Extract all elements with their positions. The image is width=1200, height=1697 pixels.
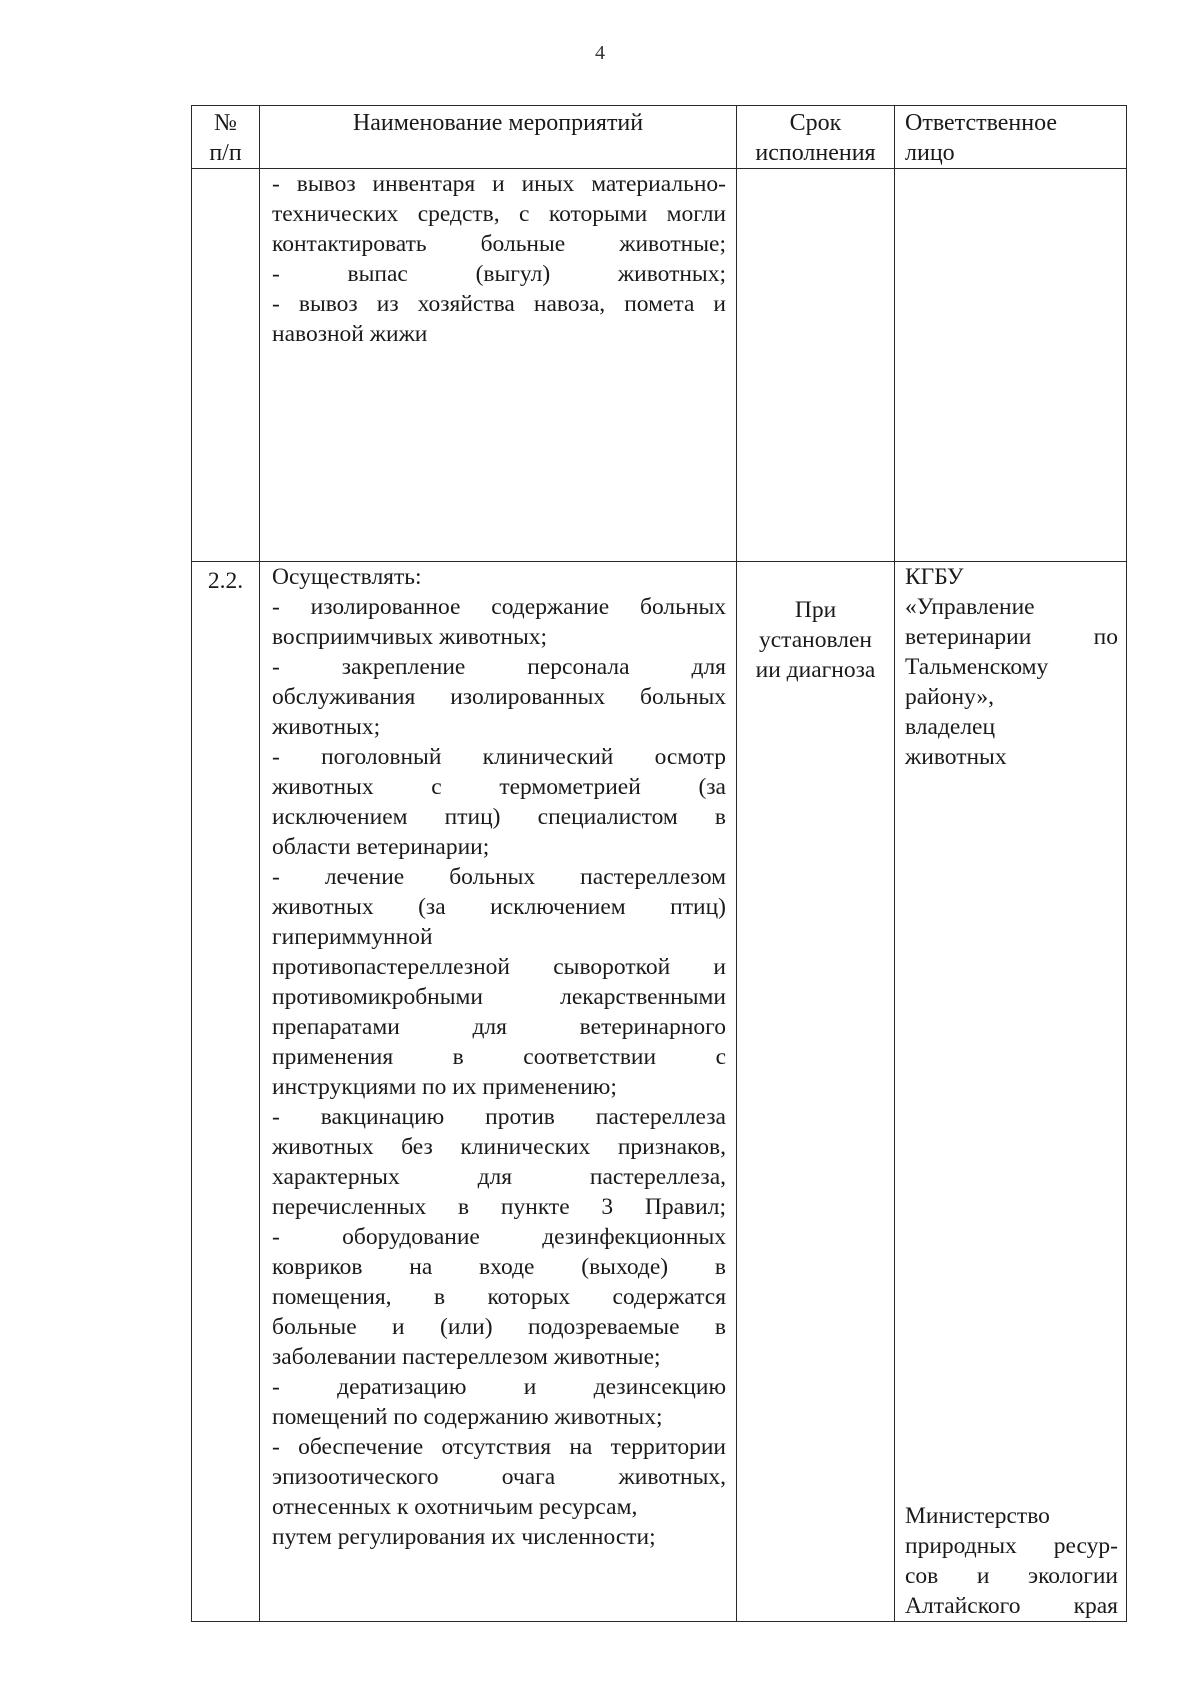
- row-number-cell: [192, 562, 260, 1622]
- measure-line: восприимчивых животных;: [272, 624, 548, 650]
- measure-line: навозной жижи: [272, 321, 428, 347]
- measure-text: [260, 169, 736, 349]
- measure-line: заболевании пастереллезом животные;: [272, 1344, 661, 1370]
- term-cell: [737, 169, 895, 562]
- measures-table: [191, 105, 1127, 1622]
- measure-line: - оборудование дезинфекционных: [272, 1224, 726, 1250]
- measure-line: - обеспечение отсутствия на территории: [272, 1434, 726, 1460]
- measure-line: противопастереллезной сывороткой и: [272, 954, 726, 980]
- responsible-primary: [905, 562, 1118, 772]
- measure-line: - выпас (выгул) животных;: [272, 261, 726, 287]
- responsible-line: владелец: [905, 714, 996, 740]
- header-name-label: Наименование мероприятий: [352, 110, 644, 136]
- measure-line: технических средств, с которыми могли: [272, 201, 726, 227]
- measure-line: животных (за исключением птиц): [272, 894, 726, 920]
- measure-line: помещений по содержанию животных;: [272, 1404, 663, 1430]
- responsible-ministry: [905, 1501, 1118, 1621]
- row-number: 2.2.: [207, 568, 244, 594]
- responsible-line: Министерство: [905, 1503, 1050, 1529]
- measure-line: ковриков на входе (выходе) в: [272, 1254, 726, 1280]
- measure-line: исключением птиц) специалистом в: [272, 804, 726, 830]
- term-cell: [737, 562, 895, 1622]
- measure-line: препаратами для ветеринарного: [272, 1014, 726, 1040]
- measure-line: путем регулирования их численности;: [272, 1524, 656, 1550]
- measure-line: - поголовный клинический осмотр: [272, 744, 726, 770]
- header-responsible-line: Ответственное: [905, 110, 1058, 136]
- header-term-line: Срок: [789, 110, 842, 136]
- measure-line: области ветеринарии;: [272, 834, 490, 860]
- measure-line: обслуживания изолированных больных: [272, 684, 726, 710]
- responsible-line: ветеринарии по: [905, 624, 1118, 650]
- measure-line: - вывоз инвентаря и иных материально-: [272, 171, 726, 197]
- header-num-line: п/п: [209, 140, 242, 166]
- responsible-cell: [895, 169, 1127, 562]
- measure-line: - вакцинацию против пастереллеза: [272, 1104, 726, 1130]
- term-line: При: [794, 597, 837, 623]
- measure-line: эпизоотического очага животных,: [272, 1464, 726, 1490]
- term-text: [737, 595, 894, 685]
- responsible-line: животных: [905, 744, 1007, 770]
- measure-line: - вывоз из хозяйства навоза, помета и: [272, 291, 726, 317]
- measure-line: гипериммунной: [272, 924, 433, 950]
- table-header-row: [192, 106, 1127, 169]
- table-row: [192, 169, 1127, 562]
- measure-line: противомикробными лекарственными: [272, 984, 726, 1010]
- responsible-line: КГБУ: [905, 564, 964, 590]
- header-term-line: исполнения: [755, 140, 876, 166]
- term-line: установлен: [758, 627, 872, 653]
- responsible-line: сов и экологии: [905, 1563, 1118, 1589]
- table-row: [192, 562, 1127, 1622]
- responsible-line: «Управление: [905, 594, 1035, 620]
- header-name: [260, 106, 737, 169]
- measure-line: животных;: [272, 714, 381, 740]
- measure-line: больные и (или) подозреваемые в: [272, 1314, 726, 1340]
- measure-line: характерных для пастереллеза,: [272, 1164, 726, 1190]
- header-num-line: №: [214, 110, 237, 136]
- measure-text: [260, 562, 736, 1552]
- measure-cell: [260, 562, 737, 1622]
- header-responsible-line: лицо: [905, 140, 955, 166]
- page-number: 4: [595, 42, 605, 64]
- measure-cell: [260, 169, 737, 562]
- responsible-line: природных ресур-: [905, 1533, 1118, 1559]
- measure-line: Осуществлять:: [272, 564, 422, 590]
- header-num: [192, 106, 260, 169]
- term-line: ии диагноза: [755, 657, 876, 683]
- measure-line: перечисленных в пункте 3 Правил;: [272, 1194, 726, 1220]
- header-term: [737, 106, 895, 169]
- measure-line: инструкциями по их применению;: [272, 1074, 617, 1100]
- measure-line: - лечение больных пастереллезом: [272, 864, 726, 890]
- measure-line: отнесенных к охотничьим ресурсам,: [272, 1494, 638, 1520]
- measure-line: контактировать больные животные;: [272, 231, 726, 257]
- measure-line: применения в соответствии с: [272, 1044, 726, 1070]
- measure-line: животных с термометрией (за: [272, 774, 726, 800]
- measure-line: помещения, в которых содержатся: [272, 1284, 726, 1310]
- row-number-cell: [192, 169, 260, 562]
- measure-line: - изолированное содержание больных: [272, 594, 726, 620]
- measure-line: - дератизацию и дезинсекцию: [272, 1374, 726, 1400]
- measure-line: животных без клинических признаков,: [272, 1134, 726, 1160]
- responsible-cell: [895, 562, 1127, 1622]
- responsible-line: Алтайского края: [905, 1593, 1118, 1619]
- responsible-line: району»,: [905, 684, 995, 710]
- header-responsible: [895, 106, 1127, 169]
- measure-line: - закрепление персонала для: [272, 654, 726, 680]
- responsible-line: Тальменскому: [905, 654, 1049, 680]
